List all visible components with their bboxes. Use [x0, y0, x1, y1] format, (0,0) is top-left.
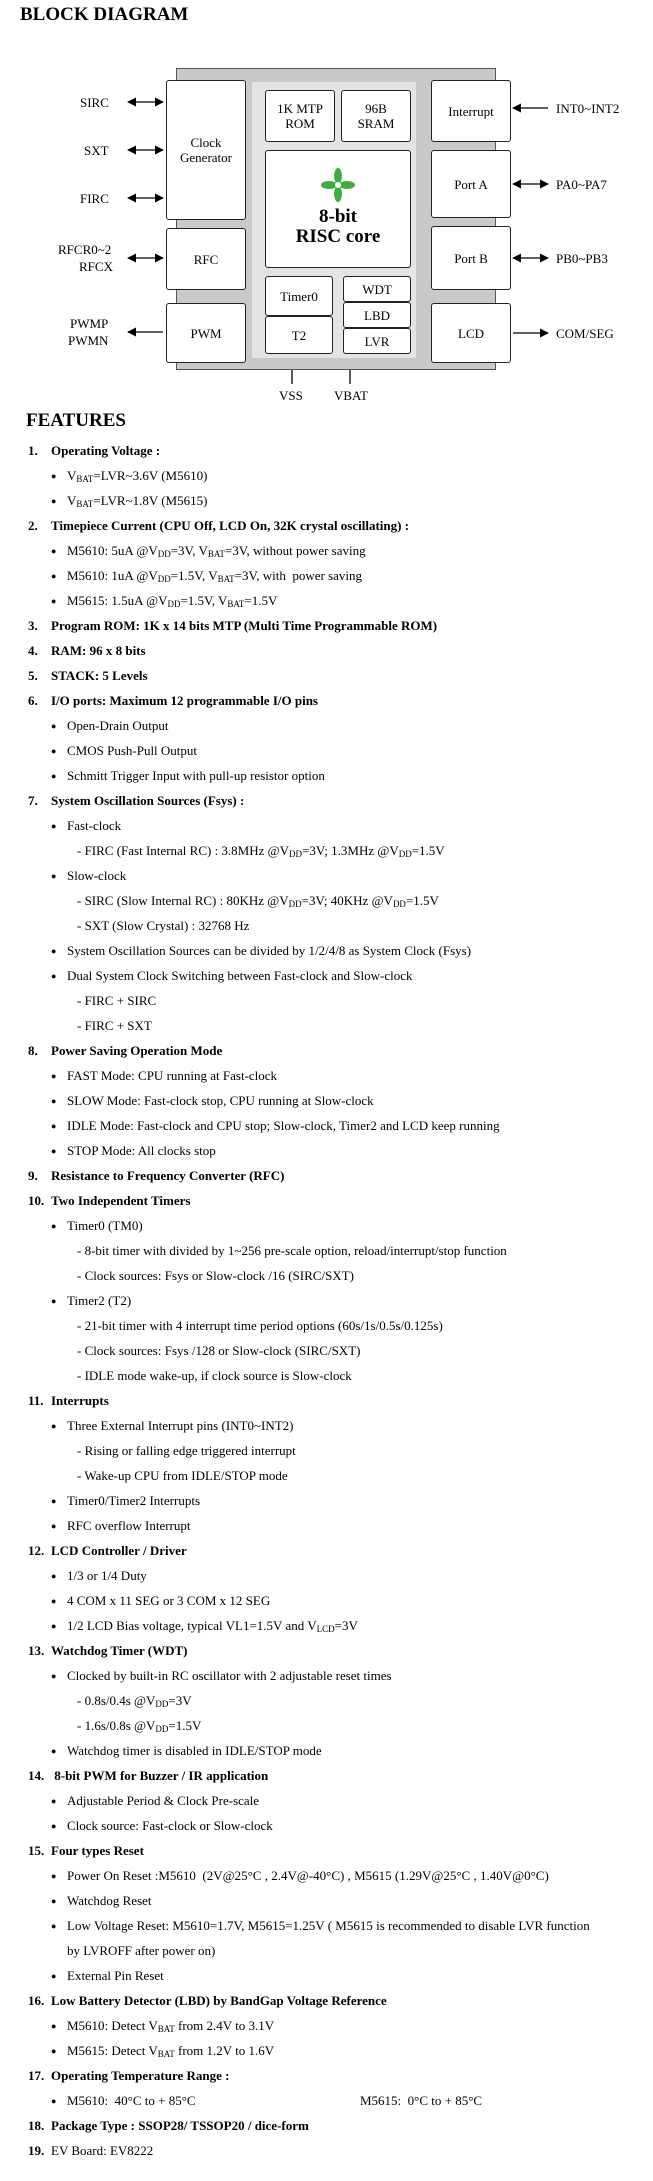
feature-bullet-text: Watchdog Reset	[67, 1893, 152, 1908]
feature-title: Program ROM: 1K x 14 bits MTP (Multi Time Programmable ROM)	[51, 618, 438, 633]
sram-label-2: SRAM	[357, 116, 395, 131]
feature-bullet-text: 1/2 LCD Bias voltage, typical VL1=1.5V and $V_{LCD}=3V$	[67, 1618, 358, 1634]
interrupt-block	[431, 80, 511, 142]
mtp-label-2: ROM	[285, 116, 315, 131]
clock-label-1: Clock	[190, 135, 222, 150]
feature-subitem: - SIRC (Slow Internal RC) : 80KHz $@V_{DD}=3V$; 40KHz $@V_{DD}=1.5V$	[77, 893, 439, 909]
feature-bullet-text: M5610: 40°C to + 85°C	[67, 2093, 196, 2108]
feature-number: 19.	[28, 2143, 45, 2158]
pin-sxt: SXT	[84, 143, 109, 158]
feature-bullet-text: Dual System Clock Switching between Fast-clock and Slow-clock	[67, 968, 413, 983]
feature-number: 10.	[28, 1193, 45, 1208]
lcd-block	[431, 303, 511, 363]
feature-bullet-text: M5615: 1.5uA $@V_{DD}=1.5V$, $V_{BAT}=1.5V$	[67, 593, 278, 609]
feature-number: 4.	[28, 643, 38, 658]
feature-title: STACK: 5 Levels	[51, 668, 148, 683]
feature-subitem: - 8-bit timer with divided by 1~256 pre-scale option, reload/interrupt/stop function	[77, 1243, 507, 1258]
feature-bullet-text: Clock source: Fast-clock or Slow-clock	[67, 1818, 273, 1833]
feature-subitem: - FIRC (Fast Internal RC) : 3.8MHz $@V_{DD}=3V$; 1.3MHz $@V_{DD}=1.5V$	[77, 843, 445, 859]
pin-pwmp: PWMP	[70, 316, 109, 331]
feature-title: EV Board: EV8222	[51, 2143, 154, 2158]
feature-bullet-text: M5610: 1uA $@V_{DD}=1.5V$, $V_{BAT}=3V$, with power saving	[67, 568, 363, 584]
lcd-label: LCD	[458, 325, 484, 341]
feature-number: 7.	[28, 793, 38, 808]
feature-bullet-text: CMOS Push-Pull Output	[67, 743, 198, 758]
feature-bullet-text: M5610: 5uA $@V_{DD}=3V$, $V_{BAT}=3V$, without power saving	[67, 543, 366, 559]
feature-number: 8.	[28, 1043, 38, 1058]
feature-bullet-text: Timer2 (T2)	[67, 1293, 132, 1308]
feature-bullet-text: System Oscillation Sources can be divided by 1/2/4/8 as System Clock (Fsys)	[67, 943, 472, 958]
wdt-label: WDT	[362, 281, 392, 297]
feature-continuation: by LVROFF after power on)	[67, 1943, 216, 1958]
feature-subitem: - FIRC + SXT	[77, 1018, 152, 1033]
pin-pb: PB0~PB3	[556, 251, 608, 266]
rfc-block	[166, 228, 246, 290]
sram-label-1: 96B	[365, 101, 387, 116]
feature-number: 5.	[28, 668, 38, 683]
portb-block	[431, 226, 511, 290]
feature-bullet-text: $V_{BAT}=LVR\sim 1.8V$ (M5615)	[67, 493, 208, 509]
pin-sirc: SIRC	[80, 95, 109, 110]
feature-number: 16.	[28, 1993, 45, 2008]
feature-number: 17.	[28, 2068, 45, 2083]
pin-pwmn: PWMN	[68, 333, 109, 348]
feature-subitem: - IDLE mode wake-up, if clock source is Slow-clock	[77, 1368, 352, 1383]
t2-label: T2	[291, 327, 307, 343]
pin-pa: PA0~PA7	[556, 177, 607, 192]
feature-title: Two Independent Timers	[51, 1193, 191, 1208]
feature-bullet-text: $V_{BAT}=LVR\sim 3.6V$ (M5610)	[67, 468, 208, 484]
feature-title: Timepiece Current (CPU Off, LCD On, 32K crystal oscillating) :	[51, 518, 410, 533]
feature-title: Resistance to Frequency Converter (RFC)	[51, 1168, 285, 1183]
feature-bullet-text: Three External Interrupt pins (INT0~INT2)	[67, 1418, 294, 1433]
block-diagram	[0, 0, 653, 405]
feature-number: 13.	[28, 1643, 45, 1658]
feature-bullet-text: External Pin Reset	[67, 1968, 164, 1983]
feature-title: Package Type : SSOP28/ TSSOP20 / dice-form	[51, 2118, 309, 2133]
mtp-label-1: 1K MTP	[277, 101, 323, 116]
clover-logo-icon	[320, 167, 356, 203]
feature-bullet-text: M5615: Detect $V_{BAT}$ from 1.2V to 1.6V	[67, 2043, 275, 2059]
clock-label-2: Generator	[180, 150, 232, 165]
feature-bullet-text: FAST Mode: CPU running at Fast-clock	[67, 1068, 278, 1083]
lvr-label: LVR	[364, 333, 390, 349]
feature-title: Four types Reset	[51, 1843, 144, 1858]
feature-title: Power Saving Operation Mode	[51, 1043, 223, 1058]
feature-subitem: - SXT (Slow Crystal) : 32768 Hz	[77, 918, 250, 933]
pin-comseg: COM/SEG	[556, 326, 614, 341]
feature-subitem: - FIRC + SIRC	[77, 993, 157, 1008]
feature-bullet-text: STOP Mode: All clocks stop	[67, 1143, 216, 1158]
portb-label: Port B	[454, 250, 488, 266]
pwm-label: PWM	[190, 325, 222, 341]
feature-title: Operating Voltage :	[51, 443, 161, 458]
feature-title: RAM: 96 x 8 bits	[51, 643, 146, 658]
feature-subitem: - Wake-up CPU from IDLE/STOP mode	[77, 1468, 288, 1483]
feature-bullet-text: Adjustable Period & Clock Pre-scale	[67, 1793, 260, 1808]
pin-rfcr: RFCR0~2	[58, 242, 112, 257]
feature-title: I/O ports: Maximum 12 programmable I/O pins	[51, 693, 318, 708]
feature-title: Low Battery Detector (LBD) by BandGap Voltage Reference	[51, 1993, 387, 2008]
feature-bullet-text: SLOW Mode: Fast-clock stop, CPU running at Slow-clock	[67, 1093, 374, 1108]
lvr-block	[343, 328, 411, 354]
feature-number: 18.	[28, 2118, 45, 2133]
feature-subitem: - Clock sources: Fsys or Slow-clock /16 (SIRC/SXT)	[77, 1268, 354, 1283]
pin-firc: FIRC	[80, 191, 109, 206]
feature-bullet-text: Fast-clock	[67, 818, 122, 833]
pin-rfcx: RFCX	[79, 259, 113, 274]
feature-number: 11.	[28, 1393, 44, 1408]
feature-subitem: - 0.8s/0.4s $@V_{DD}=3V$	[77, 1693, 192, 1709]
feature-bullet-text: Slow-clock	[67, 868, 127, 883]
feature-title: Operating Temperature Range :	[51, 2068, 230, 2083]
t2-block	[265, 316, 333, 354]
feature-bullet-text: M5610: Detect $V_{BAT}$ from 2.4V to 3.1V	[67, 2018, 275, 2034]
feature-title: Watchdog Timer (WDT)	[51, 1643, 188, 1658]
sram-block	[341, 90, 411, 142]
feature-bullet-text: 1/3 or 1/4 Duty	[67, 1568, 147, 1583]
feature-bullet-text: Timer0 (TM0)	[67, 1218, 143, 1233]
feature-title: 8-bit PWM for Buzzer / IR application	[51, 1768, 269, 1783]
feature-bullet-text: Schmitt Trigger Input with pull-up resistor option	[67, 768, 325, 783]
feature-number: 9.	[28, 1168, 38, 1183]
pin-vbat: VBAT	[334, 388, 368, 403]
clock-generator-block	[166, 80, 246, 220]
lbd-label: LBD	[364, 307, 390, 323]
feature-bullet-text: RFC overflow Interrupt	[67, 1518, 191, 1533]
porta-block	[431, 150, 511, 218]
timer0-block	[265, 276, 333, 316]
diagram-title: BLOCK DIAGRAM	[20, 4, 189, 25]
feature-number: 1.	[28, 443, 38, 458]
pin-vss: VSS	[279, 388, 303, 403]
feature-title: LCD Controller / Driver	[51, 1543, 187, 1558]
feature-title: System Oscillation Sources (Fsys) :	[51, 793, 245, 808]
feature-bullet-text: 4 COM x 11 SEG or 3 COM x 12 SEG	[67, 1593, 271, 1608]
feature-bullet-text: Clocked by built-in RC oscillator with 2 adjustable reset times	[67, 1668, 392, 1683]
feature-bullet-text: Watchdog timer is disabled in IDLE/STOP mode	[67, 1743, 322, 1758]
feature-number: 12.	[28, 1543, 45, 1558]
feature-bullet-text: Power On Reset :M5610 (2V@25°C , 2.4V@-40°C) , M5615 (1.29V@25°C , 1.40V@0°C)	[67, 1868, 549, 1883]
timer0-label: Timer0	[280, 288, 318, 304]
feature-number: 15.	[28, 1843, 45, 1858]
core-label-2: RISC core	[295, 226, 381, 247]
feature-bullet-text: Open-Drain Output	[67, 718, 169, 733]
feature-title: Interrupts	[51, 1393, 109, 1408]
feature-subitem: - 1.6s/0.8s $@V_{DD}=1.5V$	[77, 1718, 202, 1734]
feature-bullet-text: Timer0/Timer2 Interrupts	[67, 1493, 201, 1508]
feature-subitem: - Clock sources: Fsys /128 or Slow-clock (SIRC/SXT)	[77, 1343, 361, 1358]
feature-bullet-right-text: M5615: 0°C to + 85°C	[360, 2093, 483, 2108]
feature-subitem: - 21-bit timer with 4 interrupt time period options (60s/1s/0.5s/0.125s)	[77, 1318, 443, 1333]
feature-number: 2.	[28, 518, 38, 533]
feature-bullet-text: IDLE Mode: Fast-clock and CPU stop; Slow-clock, Timer2 and LCD keep running	[67, 1118, 500, 1133]
wdt-block	[343, 276, 411, 302]
feature-number: 3.	[28, 618, 38, 633]
rfc-label: RFC	[193, 251, 219, 267]
feature-subitem: - Rising or falling edge triggered interrupt	[77, 1443, 296, 1458]
pwm-block	[166, 303, 246, 363]
risc-core-block	[265, 150, 411, 268]
lbd-block	[343, 302, 411, 328]
mtp-rom-block	[265, 90, 335, 142]
pin-int: INT0~INT2	[556, 101, 620, 116]
porta-label: Port A	[454, 176, 488, 192]
feature-number: 6.	[28, 693, 38, 708]
feature-number: 14.	[28, 1768, 45, 1783]
interrupt-label: Interrupt	[448, 103, 494, 119]
core-label-1: 8-bit	[319, 206, 357, 227]
feature-bullet-text: Low Voltage Reset: M5610=1.7V, M5615=1.25V ( M5615 is recommended to disable LVR function	[67, 1918, 590, 1933]
features-heading: FEATURES	[26, 410, 126, 431]
